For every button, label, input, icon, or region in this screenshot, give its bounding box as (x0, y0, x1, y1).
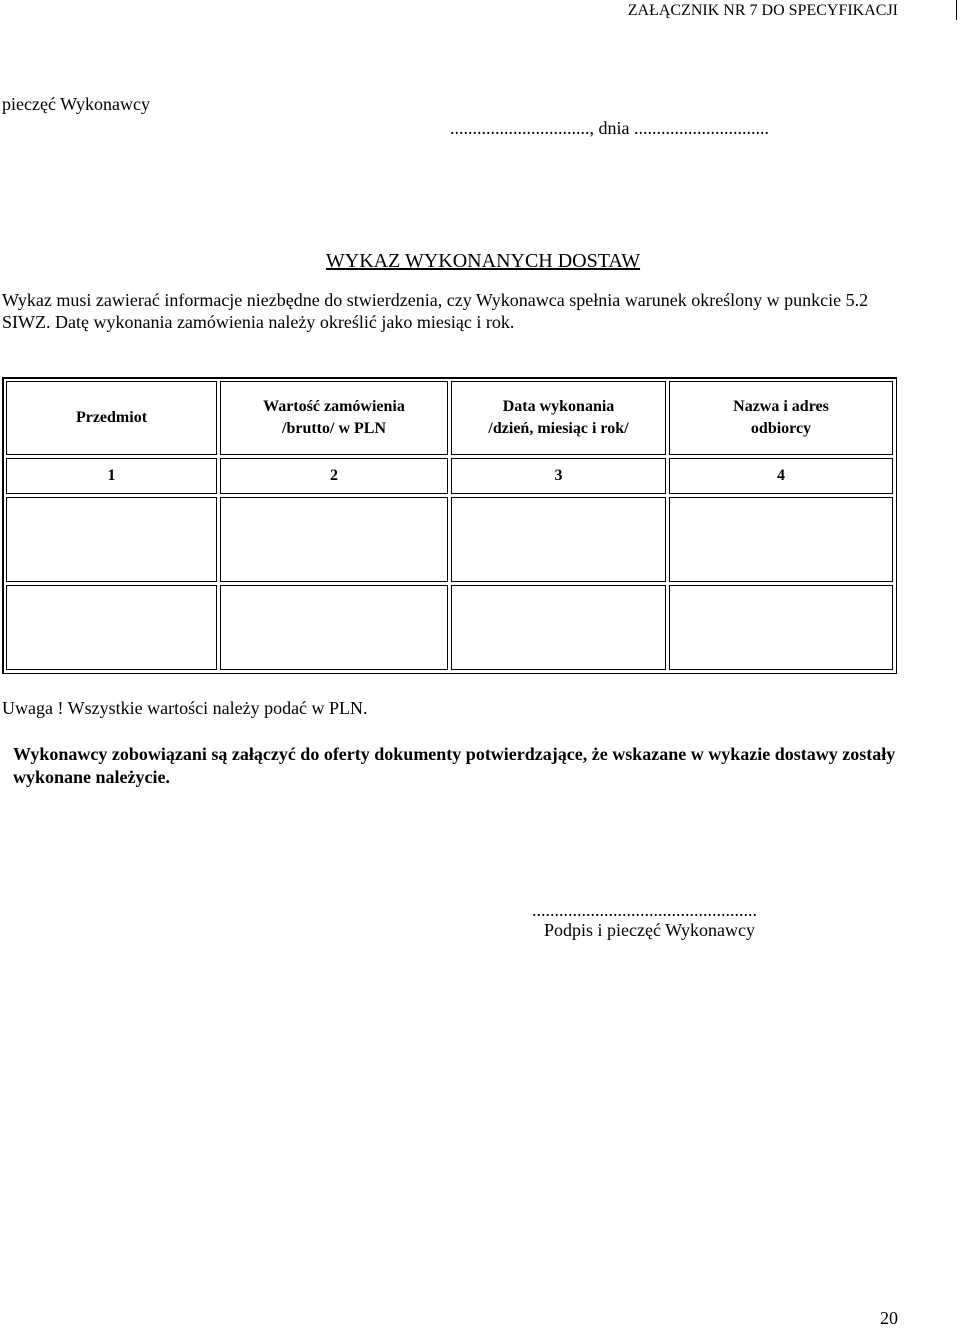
empty-cell[interactable] (6, 497, 217, 582)
annex-header: ZAŁĄCZNIK NR 7 DO SPECYFIKACJI (627, 2, 898, 19)
table-row (6, 497, 893, 582)
documents-note: Wykonawcy zobowiązani są załączyć do oferty dokumenty potwierdzające, że wskazane w wykazie dostawy zostały wykonane należycie. (13, 744, 896, 787)
column-number: 3 (451, 458, 666, 494)
empty-cell[interactable] (220, 585, 448, 670)
empty-cell[interactable] (451, 497, 666, 582)
intro-paragraph: Wykaz musi zawierać informacje niezbędne do stwierdzenia, czy Wykonawca spełnia warunek określony w punkcie 5.2 SIWZ. Datę wykonania zamówienia należy określić jako miesiąc i rok. (2, 290, 869, 332)
column-number: 1 (6, 458, 217, 494)
header-cell-value: Wartość zamówienia /brutto/ w PLN (220, 381, 448, 455)
empty-cell[interactable] (669, 585, 893, 670)
table-row (6, 585, 893, 670)
header-cell-recipient: Nazwa i adres odbiorcy (669, 381, 893, 455)
document-title: WYKAZ WYKONANYCH DOSTAW (325, 250, 641, 272)
header-cell-subject: Przedmiot (6, 381, 217, 455)
empty-cell[interactable] (6, 585, 217, 670)
stamp-label: pieczęć Wykonawcy (2, 94, 151, 114)
column-number: 2 (220, 458, 448, 494)
page-number: 20 (880, 1308, 898, 1328)
header-rule (956, 0, 957, 20)
signature-line: .................................................. (532, 900, 757, 920)
signature-label: Podpis i pieczęć Wykonawcy (544, 920, 756, 940)
empty-cell[interactable] (451, 585, 666, 670)
date-line: ..............................., dnia .............................. (450, 118, 769, 138)
table-number-row (6, 458, 893, 494)
empty-cell[interactable] (669, 497, 893, 582)
empty-cell[interactable] (220, 497, 448, 582)
deliveries-table (2, 377, 897, 674)
table-header-row (6, 381, 893, 455)
column-number: 4 (669, 458, 893, 494)
currency-note: Uwaga ! Wszystkie wartości należy podać w PLN. (2, 698, 368, 718)
header-cell-date: Data wykonania /dzień, miesiąc i rok/ (451, 381, 666, 455)
